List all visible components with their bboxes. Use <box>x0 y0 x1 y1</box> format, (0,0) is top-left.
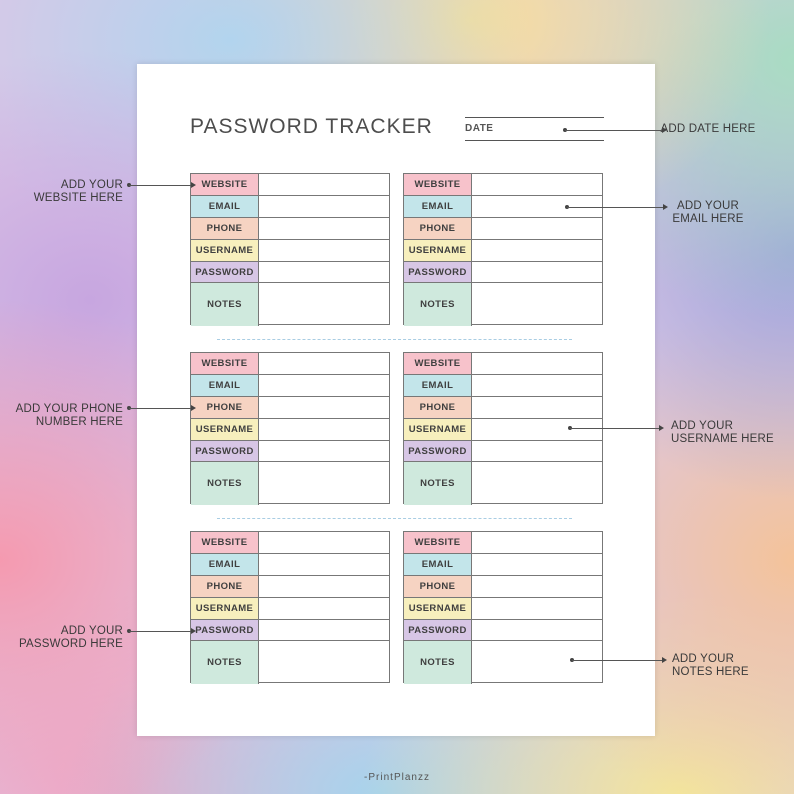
username-label: USERNAME <box>404 598 472 619</box>
password-field[interactable] <box>472 262 602 282</box>
password-row <box>404 262 602 283</box>
arrow-head <box>191 628 196 634</box>
website-label: WEBSITE <box>191 532 259 553</box>
website-label: WEBSITE <box>191 353 259 374</box>
website-label: WEBSITE <box>404 532 472 553</box>
email-label: EMAIL <box>191 375 259 396</box>
annotation-phone-line2: NUMBER HERE <box>35 416 123 428</box>
arrow-head <box>191 182 196 188</box>
password-row <box>404 620 602 641</box>
username-label: USERNAME <box>191 240 259 261</box>
website-field[interactable] <box>259 353 389 374</box>
website-row <box>191 532 389 554</box>
website-row <box>191 174 389 196</box>
notes-label: NOTES <box>404 283 472 326</box>
email-label: EMAIL <box>191 554 259 575</box>
email-row <box>191 554 389 576</box>
annotation-password-line2: PASSWORD HERE <box>19 638 123 650</box>
email-row <box>404 554 602 576</box>
email-row <box>191 196 389 218</box>
arrow-head <box>662 127 667 133</box>
connector-line <box>565 130 662 131</box>
email-field[interactable] <box>472 375 602 396</box>
username-field[interactable] <box>259 598 389 619</box>
annotation-website-line1: ADD YOUR <box>60 179 123 191</box>
annotation-date-text: ADD DATE HERE <box>660 123 756 135</box>
website-field[interactable] <box>259 532 389 553</box>
website-label: WEBSITE <box>404 353 472 374</box>
email-field[interactable] <box>259 196 389 217</box>
phone-row <box>191 218 389 240</box>
website-row <box>404 353 602 375</box>
username-field[interactable] <box>472 598 602 619</box>
email-row <box>191 375 389 397</box>
phone-label: PHONE <box>404 218 472 239</box>
password-field[interactable] <box>472 620 602 640</box>
password-label: PASSWORD <box>404 620 472 640</box>
username-label: USERNAME <box>404 240 472 261</box>
phone-field[interactable] <box>259 576 389 597</box>
username-field[interactable] <box>472 240 602 261</box>
phone-label: PHONE <box>191 576 259 597</box>
annotation-email-line2: EMAIL HERE <box>672 213 744 225</box>
phone-label: PHONE <box>191 218 259 239</box>
email-label: EMAIL <box>404 196 472 217</box>
notes-field[interactable] <box>259 462 389 505</box>
email-label: EMAIL <box>404 375 472 396</box>
password-label: PASSWORD <box>404 441 472 461</box>
notes-row <box>191 283 389 326</box>
annotation-password <box>10 625 123 651</box>
website-field[interactable] <box>472 174 602 195</box>
connector-line <box>572 660 662 661</box>
username-label: USERNAME <box>404 419 472 440</box>
username-field[interactable] <box>259 419 389 440</box>
notes-row <box>404 462 602 505</box>
phone-row <box>191 397 389 419</box>
phone-field[interactable] <box>472 218 602 239</box>
website-field[interactable] <box>472 353 602 374</box>
brand-footer: -PrintPlanzz <box>364 772 430 783</box>
arrow-head <box>191 405 196 411</box>
phone-field[interactable] <box>472 576 602 597</box>
account-card <box>190 531 390 683</box>
account-card <box>403 173 603 325</box>
email-field[interactable] <box>472 554 602 575</box>
phone-field[interactable] <box>259 397 389 418</box>
notes-label: NOTES <box>404 462 472 505</box>
notes-field[interactable] <box>259 641 389 684</box>
notes-row <box>404 283 602 326</box>
arrow-head <box>659 425 664 431</box>
connector-line <box>129 185 191 186</box>
dashed-divider <box>217 339 572 340</box>
notes-label: NOTES <box>191 462 259 505</box>
notes-label: NOTES <box>404 641 472 684</box>
annotation-notes <box>672 653 772 679</box>
arrow-head <box>663 204 668 210</box>
notes-row <box>191 462 389 505</box>
account-card <box>190 352 390 504</box>
username-label: USERNAME <box>191 598 259 619</box>
dashed-divider <box>217 518 572 519</box>
email-field[interactable] <box>259 554 389 575</box>
password-label: PASSWORD <box>191 262 259 282</box>
account-card <box>190 173 390 325</box>
phone-label: PHONE <box>404 576 472 597</box>
website-label: WEBSITE <box>191 174 259 195</box>
password-row <box>191 262 389 283</box>
notes-field[interactable] <box>472 283 602 326</box>
connector-line <box>570 428 659 429</box>
phone-row <box>404 397 602 419</box>
email-label: EMAIL <box>191 196 259 217</box>
phone-field[interactable] <box>259 218 389 239</box>
page-title: PASSWORD TRACKER <box>190 115 433 138</box>
annotation-email-line1: ADD YOUR <box>676 200 740 212</box>
password-row <box>191 441 389 462</box>
phone-row <box>191 576 389 598</box>
website-row <box>404 532 602 554</box>
website-field[interactable] <box>259 174 389 195</box>
email-row <box>404 375 602 397</box>
username-row <box>404 240 602 262</box>
username-row <box>191 240 389 262</box>
arrow-head <box>662 657 667 663</box>
username-row <box>404 419 602 441</box>
connector-line <box>567 207 663 208</box>
phone-label: PHONE <box>404 397 472 418</box>
notes-field[interactable] <box>472 641 602 684</box>
email-field[interactable] <box>259 375 389 396</box>
password-row <box>404 441 602 462</box>
annotation-notes-line2: NOTES HERE <box>672 666 749 678</box>
phone-label: PHONE <box>191 397 259 418</box>
username-row <box>404 598 602 620</box>
password-field[interactable] <box>472 441 602 461</box>
username-field[interactable] <box>472 419 602 440</box>
annotation-website <box>10 179 123 205</box>
date-label: DATE <box>465 123 494 134</box>
notes-label: NOTES <box>191 641 259 684</box>
website-field[interactable] <box>472 532 602 553</box>
username-field[interactable] <box>259 240 389 261</box>
password-label: PASSWORD <box>404 262 472 282</box>
date-top-rule <box>465 117 604 118</box>
annotation-username-line2: USERNAME HERE <box>671 433 774 445</box>
username-row <box>191 598 389 620</box>
annotation-username-line1: ADD YOUR <box>671 420 734 432</box>
annotation-username <box>671 420 781 446</box>
annotation-notes-line1: ADD YOUR <box>672 653 735 665</box>
connector-line <box>129 631 191 632</box>
username-label: USERNAME <box>191 419 259 440</box>
email-label: EMAIL <box>404 554 472 575</box>
notes-row <box>191 641 389 684</box>
connector-line <box>129 408 191 409</box>
phone-row <box>404 218 602 240</box>
annotation-phone <box>5 403 123 429</box>
website-row <box>191 353 389 375</box>
annotation-password-line1: ADD YOUR <box>60 625 123 637</box>
password-row <box>191 620 389 641</box>
password-field[interactable] <box>259 620 389 640</box>
website-row <box>404 174 602 196</box>
password-label: PASSWORD <box>191 620 259 640</box>
password-field[interactable] <box>259 441 389 461</box>
notes-label: NOTES <box>191 283 259 326</box>
notes-field[interactable] <box>259 283 389 326</box>
notes-field[interactable] <box>472 462 602 505</box>
notes-row <box>404 641 602 684</box>
phone-field[interactable] <box>472 397 602 418</box>
annotation-website-line2: WEBSITE HERE <box>33 192 123 204</box>
printable-page <box>137 64 655 736</box>
website-label: WEBSITE <box>404 174 472 195</box>
password-label: PASSWORD <box>191 441 259 461</box>
username-row <box>191 419 389 441</box>
date-field-line[interactable] <box>465 140 604 141</box>
password-field[interactable] <box>259 262 389 282</box>
annotation-phone-line1: ADD YOUR PHONE <box>15 403 123 415</box>
phone-row <box>404 576 602 598</box>
